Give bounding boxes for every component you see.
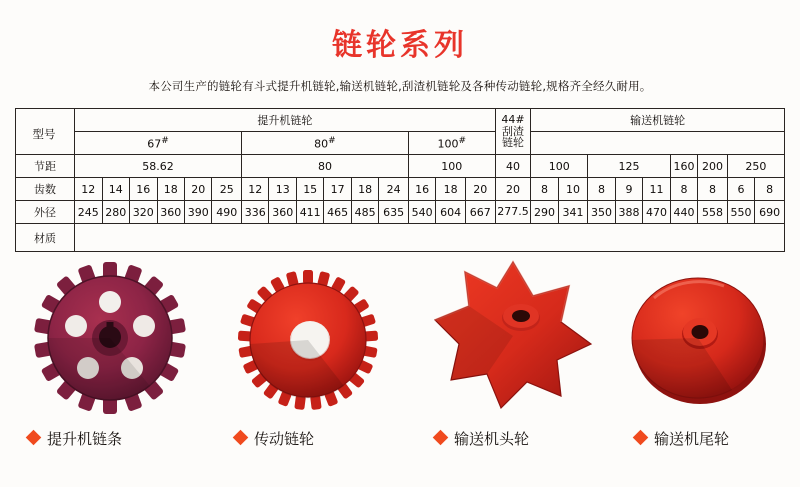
cell-pitch-c125: 125 — [588, 155, 670, 178]
cell-od: 604 — [436, 201, 466, 224]
cell-pitch-c160: 160 — [670, 155, 697, 178]
table-row-teeth — [16, 178, 785, 201]
cell-od: 558 — [698, 201, 728, 224]
cell-od: 320 — [130, 201, 157, 224]
cell-od: 465 — [324, 201, 351, 224]
row-label-material: 材质 — [16, 224, 75, 252]
row-label-teeth: 齿数 — [16, 178, 75, 201]
figure-conveyor-head-wheel — [425, 258, 600, 422]
cell-teeth: 20 — [184, 178, 211, 201]
header-conveyor-sprocket: 输送机链轮 — [531, 109, 785, 132]
table-row-pitch — [16, 155, 785, 178]
cell-teeth: 25 — [212, 178, 242, 201]
cell-teeth: 8 — [588, 178, 615, 201]
row-label-model: 型号 — [32, 127, 56, 141]
caption-hoist-chain-sprocket — [28, 428, 122, 449]
cell-pitch-100: 100 — [408, 155, 495, 178]
diamond-bullet-icon — [26, 430, 42, 446]
cell-od: 411 — [296, 201, 323, 224]
cell-pitch-67: 58.62 — [75, 155, 242, 178]
row-label-outer-diameter: 外径 — [16, 201, 75, 224]
cell-od: 490 — [212, 201, 242, 224]
caption-conveyor-tail-wheel — [635, 428, 729, 449]
cell-material-value — [75, 224, 785, 252]
caption-text: 输送机头轮 — [454, 430, 530, 448]
cell-od: 485 — [351, 201, 378, 224]
header-hoist-sprocket: 提升机链轮 — [75, 109, 496, 132]
cell-teeth: 14 — [102, 178, 129, 201]
cell-teeth: 18 — [351, 178, 378, 201]
cell-teeth: 8 — [531, 178, 558, 201]
cell-teeth: 11 — [643, 178, 670, 201]
cell-pitch-44: 40 — [495, 155, 531, 178]
cell-teeth: 13 — [269, 178, 296, 201]
cell-teeth: 6 — [727, 178, 754, 201]
header-scraper-line3: 链轮 — [501, 136, 524, 150]
page-subtitle: 本公司生产的链轮有斗式提升机链轮,输送机链轮,刮渣机链轮及各种传动链轮,规格齐全经久耐用。 — [148, 79, 652, 93]
figure-hoist-chain-sprocket — [20, 258, 200, 422]
cell-od: 280 — [102, 201, 129, 224]
diamond-bullet-icon — [633, 430, 649, 446]
cell-od: 667 — [465, 201, 495, 224]
table-row-model — [16, 132, 785, 155]
header-scraper-sprocket — [495, 109, 531, 155]
cell-teeth: 12 — [241, 178, 268, 201]
cell-od: 277.5 — [495, 201, 531, 224]
cell-teeth: 16 — [408, 178, 435, 201]
cell-od: 350 — [588, 201, 615, 224]
caption-text: 输送机尾轮 — [654, 430, 730, 448]
cell-teeth: 10 — [558, 178, 588, 201]
table-row-group-header — [16, 109, 785, 132]
cell-teeth: 24 — [379, 178, 409, 201]
cell-model-conveyor-blank — [531, 132, 785, 155]
cell-od: 290 — [531, 201, 558, 224]
cell-od: 550 — [727, 201, 754, 224]
cell-od: 690 — [755, 201, 785, 224]
cell-od: 470 — [643, 201, 670, 224]
cell-teeth: 8 — [698, 178, 728, 201]
header-scraper-line1: 44# — [501, 113, 525, 127]
cell-od: 388 — [615, 201, 642, 224]
cell-teeth: 17 — [324, 178, 351, 201]
cell-teeth: 16 — [130, 178, 157, 201]
cell-od: 336 — [241, 201, 268, 224]
cell-od: 360 — [269, 201, 296, 224]
cell-od: 360 — [157, 201, 184, 224]
header-scraper-line2: 刮渣 — [501, 124, 524, 138]
figure-conveyor-tail-wheel — [618, 270, 783, 419]
cell-pitch-80: 80 — [241, 155, 408, 178]
cell-od: 540 — [408, 201, 435, 224]
specification-table — [15, 108, 785, 252]
cell-od: 390 — [184, 201, 211, 224]
cell-od: 635 — [379, 201, 409, 224]
row-label-pitch: 节距 — [16, 155, 75, 178]
cell-teeth: 8 — [755, 178, 785, 201]
caption-conveyor-head-wheel — [435, 428, 529, 449]
cell-teeth: 20 — [495, 178, 531, 201]
page-title: 链轮系列 — [332, 28, 468, 63]
table-row-material — [16, 224, 785, 252]
cell-od: 440 — [670, 201, 697, 224]
table-row-outer-diameter — [16, 201, 785, 224]
figure-row — [0, 258, 800, 423]
cell-teeth: 18 — [157, 178, 184, 201]
cell-od: 245 — [75, 201, 102, 224]
cell-teeth: 12 — [75, 178, 102, 201]
diamond-bullet-icon — [433, 430, 449, 446]
cell-model-80: 80# — [241, 132, 408, 155]
cell-pitch-c100: 100 — [531, 155, 588, 178]
cell-pitch-c250: 250 — [727, 155, 784, 178]
cell-model-67: 67# — [75, 132, 242, 155]
cell-pitch-c200: 200 — [698, 155, 728, 178]
diamond-bullet-icon — [233, 430, 249, 446]
cell-od: 341 — [558, 201, 588, 224]
caption-text: 传动链轮 — [254, 430, 315, 448]
cell-teeth: 18 — [436, 178, 466, 201]
cell-teeth: 20 — [465, 178, 495, 201]
cell-teeth: 8 — [670, 178, 697, 201]
caption-text: 提升机链条 — [47, 430, 123, 448]
figure-captions — [0, 424, 800, 464]
cell-teeth: 15 — [296, 178, 323, 201]
caption-drive-sprocket — [235, 428, 314, 449]
cell-teeth: 9 — [615, 178, 642, 201]
cell-model-100: 100# — [408, 132, 495, 155]
figure-drive-sprocket — [228, 268, 388, 422]
